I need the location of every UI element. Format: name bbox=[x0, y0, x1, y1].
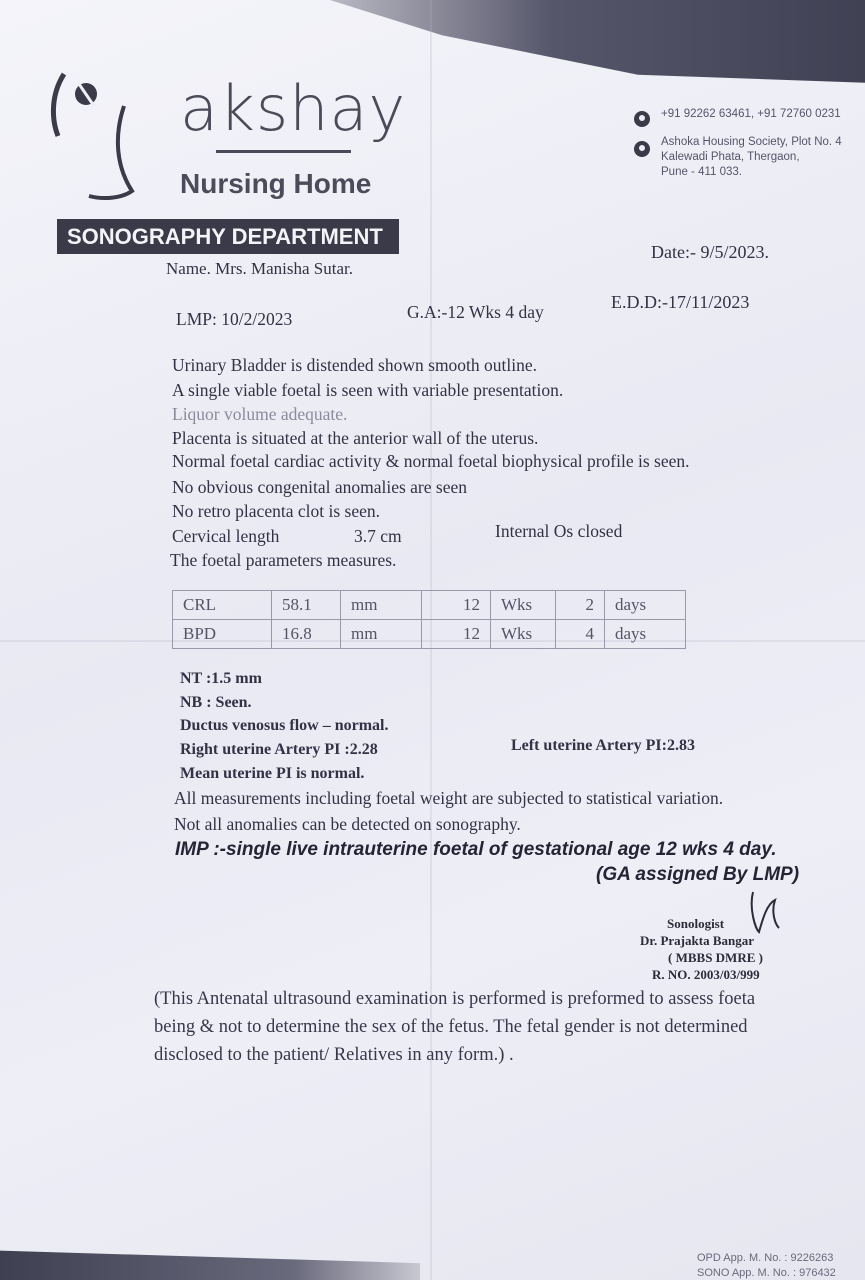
params-intro: The foetal parameters measures. bbox=[170, 550, 397, 570]
finding-line: Liquor volume adequate. bbox=[172, 404, 348, 424]
finding-line: Normal foetal cardiac activity & normal foetal biophysical profile is seen. bbox=[172, 451, 690, 471]
disclaimer-line: (This Antenatal ultrasound examination is performed is preformed to assess foeta bbox=[154, 989, 756, 1009]
brand-name: akshay bbox=[180, 72, 407, 145]
phone-numbers: +91 92262 63461, +91 72760 0231 bbox=[661, 108, 841, 120]
value-cell: 16.8 bbox=[272, 620, 341, 649]
sonologist-label: Sonologist bbox=[667, 916, 725, 931]
finding-line: A single viable foetal is seen with variable presentation. bbox=[172, 380, 564, 400]
value-cell: 58.1 bbox=[272, 591, 341, 620]
lmp: LMP: 10/2/2023 bbox=[176, 309, 293, 329]
nb-measure: NB : Seen. bbox=[180, 694, 252, 711]
doctor-name: Dr. Prajakta Bangar bbox=[640, 933, 754, 948]
phone-icon bbox=[634, 111, 650, 127]
edd: E.D.D:-17/11/2023 bbox=[611, 292, 750, 312]
report-date: Date:- 9/5/2023. bbox=[651, 242, 769, 262]
weeks-cell: 12 bbox=[422, 591, 491, 620]
nt-measure: NT :1.5 mm bbox=[180, 670, 262, 687]
note-line: Not all anomalies can be detected on sonography. bbox=[174, 814, 521, 834]
brand-underline bbox=[216, 150, 351, 153]
days-num-cell: 2 bbox=[556, 591, 605, 620]
right-uterine-pi: Right uterine Artery PI :2.28 bbox=[180, 741, 378, 758]
department-banner: SONOGRAPHY DEPARTMENT bbox=[57, 219, 399, 254]
foetal-parameters-table bbox=[172, 590, 686, 649]
sono-appointment: SONO App. M. No. : 976432 bbox=[697, 1267, 836, 1279]
table-row bbox=[173, 620, 686, 649]
impression: IMP :-single live intrauterine foetal of gestational age 12 wks 4 day. bbox=[175, 839, 777, 860]
patient-name: Name. Mrs. Manisha Sutar. bbox=[166, 259, 353, 278]
logo-icon bbox=[44, 66, 144, 206]
days-cell: days bbox=[605, 620, 686, 649]
footer-decoration bbox=[0, 1238, 420, 1280]
address-line-2: Kalewadi Phata, Thergaon, bbox=[661, 151, 800, 163]
cervical-value: 3.7 cm bbox=[354, 526, 402, 546]
left-uterine-pi: Left uterine Artery PI:2.83 bbox=[511, 737, 695, 754]
cervical-label: Cervical length bbox=[172, 526, 280, 546]
days-num-cell: 4 bbox=[556, 620, 605, 649]
table-row bbox=[173, 591, 686, 620]
address-line-3: Pune - 411 033. bbox=[661, 166, 742, 178]
unit-cell: mm bbox=[341, 591, 422, 620]
finding-line: No obvious congenital anomalies are seen bbox=[172, 477, 467, 497]
wks-cell: Wks bbox=[491, 591, 556, 620]
ductus-flow: Ductus venosus flow – normal. bbox=[180, 717, 389, 734]
mean-uterine-pi: Mean uterine PI is normal. bbox=[180, 765, 365, 782]
param-cell: CRL bbox=[173, 591, 272, 620]
internal-os: Internal Os closed bbox=[495, 521, 623, 541]
impression-sub: (GA assigned By LMP) bbox=[596, 864, 800, 885]
finding-line: Placenta is situated at the anterior wall of the uterus. bbox=[172, 428, 539, 448]
param-cell: BPD bbox=[173, 620, 272, 649]
weeks-cell: 12 bbox=[422, 620, 491, 649]
brand-subtitle: Nursing Home bbox=[180, 168, 372, 199]
gestational-age: G.A:-12 Wks 4 day bbox=[407, 302, 544, 322]
unit-cell: mm bbox=[341, 620, 422, 649]
location-icon bbox=[634, 141, 650, 157]
finding-line: No retro placenta clot is seen. bbox=[172, 501, 380, 521]
registration-number: R. NO. 2003/03/999 bbox=[652, 967, 760, 982]
note-line: All measurements including foetal weight are subjected to statistical variation. bbox=[174, 788, 724, 808]
address-line-1: Ashoka Housing Society, Plot No. 4 bbox=[661, 136, 842, 148]
wks-cell: Wks bbox=[491, 620, 556, 649]
days-cell: days bbox=[605, 591, 686, 620]
disclaimer-line: disclosed to the patient/ Relatives in any form.) . bbox=[154, 1045, 514, 1065]
signature-icon bbox=[745, 888, 785, 938]
opd-appointment: OPD App. M. No. : 9226263 bbox=[697, 1252, 834, 1264]
disclaimer-line: being & not to determine the sex of the fetus. The fetal gender is not determined bbox=[154, 1017, 748, 1037]
doctor-qualification: ( MBBS DMRE ) bbox=[668, 950, 763, 965]
finding-line: Urinary Bladder is distended shown smooth outline. bbox=[172, 355, 538, 375]
header-decoration bbox=[330, 0, 865, 88]
